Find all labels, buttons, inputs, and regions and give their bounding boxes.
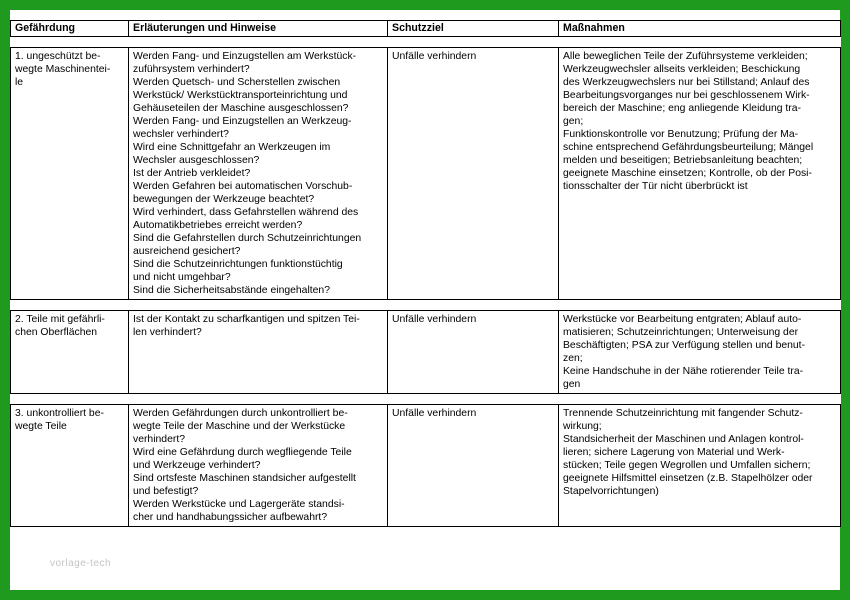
measures-line: gen xyxy=(563,379,581,390)
notes-line: bewegungen der Werkzeuge beachtet? xyxy=(133,194,315,205)
notes-line: Sind die Schutzeinrichtungen funktionstüchtig xyxy=(133,259,343,270)
measures-line: des Werkzeugwechslers nur bei Stillstand; Anlauf des xyxy=(563,77,810,88)
notes-cell xyxy=(129,405,388,527)
header-goal: Schutzziel xyxy=(388,21,559,37)
hazard-line: 3. unkontrolliert be- xyxy=(15,408,104,419)
header-measures: Maßnahmen xyxy=(559,21,841,37)
notes-line: Wird eine Schnittgefahr an Werkzeugen im xyxy=(133,142,331,153)
notes-cell xyxy=(129,48,388,300)
notes-line: und befestigt? xyxy=(133,486,199,497)
measures-line: lieren; sichere Lagerung von Material und Werk- xyxy=(563,447,785,458)
notes-line: und nicht umgehbar? xyxy=(133,272,231,283)
row-spacer xyxy=(11,300,841,311)
notes-line: cher und handhabungssicher aufbewahrt? xyxy=(133,512,328,523)
measures-line: geeignete Maschine einsetzen; Kontrolle, ob der Posi- xyxy=(563,168,812,179)
notes-line: Werkstück/ Werkstücktransporteinrichtung und xyxy=(133,90,348,101)
notes-line: Werden Gefährdungen durch unkontrolliert be- xyxy=(133,408,348,419)
hazard-cell xyxy=(11,311,129,394)
spacer-cell xyxy=(11,37,841,48)
row-spacer xyxy=(11,37,841,48)
measures-line: gen; xyxy=(563,116,584,127)
measures-line: Bearbeitungsvorganges nur bei geschlossenem Wirk- xyxy=(563,90,810,101)
table-body xyxy=(11,37,841,527)
row-spacer xyxy=(11,394,841,405)
notes-line: Werden Gefahren bei automatischen Vorschub- xyxy=(133,181,353,192)
measures-line: Stapelvorrichtungen) xyxy=(563,486,659,497)
header-hazard: Gefährdung xyxy=(11,21,129,37)
measures-line: bereich der Maschine; eng anliegende Kleidung tra- xyxy=(563,103,801,114)
goal-cell xyxy=(388,311,559,394)
measures-line: Standsicherheit der Maschinen und Anlagen kontrol- xyxy=(563,434,804,445)
notes-cell xyxy=(129,311,388,394)
measures-cell xyxy=(559,48,841,300)
goal-line: Unfälle verhindern xyxy=(392,408,477,419)
measures-line: schine entsprechend Gefährdungsbeurteilung; Mängel xyxy=(563,142,814,153)
measures-line: zen; xyxy=(563,353,583,364)
notes-line: wechsler verhindert? xyxy=(133,129,229,140)
notes-line: Ist der Antrieb verkleidet? xyxy=(133,168,251,179)
notes-line: ausreichend gesichert? xyxy=(133,246,241,257)
goal-cell xyxy=(388,48,559,300)
measures-cell xyxy=(559,405,841,527)
measures-line: Werkzeugwechsler allseits verkleiden; Beschickung xyxy=(563,64,801,75)
notes-line: Werden Quetsch- und Scherstellen zwischen xyxy=(133,77,341,88)
notes-line: Gehäuseteilen der Maschine ausgeschlossen? xyxy=(133,103,349,114)
hazard-line: 1. ungeschützt be- xyxy=(15,51,101,62)
goal-cell xyxy=(388,405,559,527)
notes-line: und Werkzeuge verhindert? xyxy=(133,460,261,471)
spacer-cell xyxy=(11,300,841,311)
table-header-row xyxy=(11,21,841,37)
notes-line: Werden Fang- und Einzugstellen an Werkzeug- xyxy=(133,116,352,127)
measures-line: matisieren; Schutzeinrichtungen; Unterweisung der xyxy=(563,327,799,338)
notes-line: wegte Teile der Maschine und der Werkstücke xyxy=(133,421,346,432)
measures-line: tionsschalter der Tür nicht überbrückt ist xyxy=(563,181,748,192)
hazard-line: chen Oberflächen xyxy=(15,327,98,338)
measures-line: Keine Handschuhe in der Nähe rotierender Teile tra- xyxy=(563,366,804,377)
notes-line: Wird eine Gefährdung durch wegfliegende Teile xyxy=(133,447,352,458)
measures-line: Beschäftigten; PSA zur Verfügung stellen und benut- xyxy=(563,340,806,351)
notes-line: Sind die Gefahrstellen durch Schutzeinrichtungen xyxy=(133,233,362,244)
notes-line: zuführsystem verhindert? xyxy=(133,64,250,75)
table-row xyxy=(11,48,841,300)
notes-line: Sind ortsfeste Maschinen standsicher aufgestellt xyxy=(133,473,356,484)
hazard-line: 2. Teile mit gefährli- xyxy=(15,314,105,325)
measures-line: Funktionskontrolle vor Benutzung; Prüfung der Ma- xyxy=(563,129,799,140)
measures-line: Alle beweglichen Teile der Zuführsysteme verkleiden; xyxy=(563,51,808,62)
goal-line: Unfälle verhindern xyxy=(392,314,477,325)
measures-line: wirkung; xyxy=(563,421,602,432)
spacer-cell xyxy=(11,394,841,405)
goal-line: Unfälle verhindern xyxy=(392,51,477,62)
watermark-text: vorlage-tech xyxy=(50,558,112,569)
notes-line: Wird verhindert, dass Gefahrstellen während des xyxy=(133,207,359,218)
notes-line: Werden Werkstücke und Lagergeräte standsi- xyxy=(133,499,345,510)
notes-line: Werden Fang- und Einzugstellen am Werkstück- xyxy=(133,51,357,62)
hazard-cell xyxy=(11,48,129,300)
notes-line: Automatikbetriebes erreicht werden? xyxy=(133,220,303,231)
hazard-line: le xyxy=(15,77,24,88)
hazard-cell xyxy=(11,405,129,527)
measures-line: stücken; Teile gegen Wegrollen und Umfallen sichern; xyxy=(563,460,811,471)
measures-line: Trennende Schutzeinrichtung mit fangender Schutz- xyxy=(563,408,803,419)
notes-line: len verhindert? xyxy=(133,327,202,338)
header-notes: Erläuterungen und Hinweise xyxy=(129,21,388,37)
measures-line: Werkstücke vor Bearbeitung entgraten; Ablauf auto- xyxy=(563,314,802,325)
table-row xyxy=(11,311,841,394)
notes-line: Ist der Kontakt zu scharfkantigen und spitzen Tei- xyxy=(133,314,360,325)
hazard-line: wegte Maschinentei- xyxy=(15,64,111,75)
measures-line: geeignete Hilfsmittel einsetzen (z.B. Stapelhölzer oder xyxy=(563,473,813,484)
document-sheet xyxy=(10,10,840,590)
notes-line: Wechsler ausgeschlossen? xyxy=(133,155,260,166)
notes-line: Sind die Sicherheitsabstände eingehalten? xyxy=(133,285,330,296)
measures-cell xyxy=(559,311,841,394)
table-row xyxy=(11,405,841,527)
hazard-table xyxy=(10,20,841,527)
measures-line: melden und beseitigen; Betriebsanleitung beachten; xyxy=(563,155,803,166)
notes-line: verhindert? xyxy=(133,434,185,445)
hazard-line: wegte Teile xyxy=(15,421,67,432)
